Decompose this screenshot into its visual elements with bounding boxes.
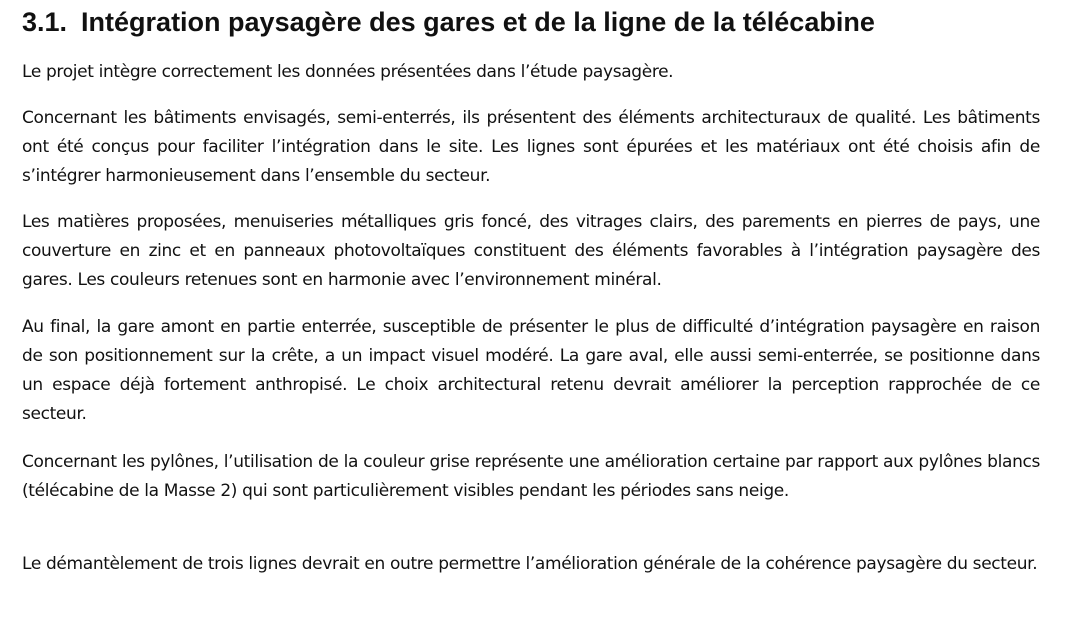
section-title-text: Intégration paysagère des gares et de la ligne de la télécabine	[81, 7, 875, 37]
paragraph-dismantling: Le démantèlement de trois lignes devrait en outre permettre l’amélioration générale de la cohérence paysagère du secteur.	[22, 554, 1038, 574]
paragraph-pylons: Concernant les pylônes, l’utilisation de la couleur grise représente une amélioration certaine par rapport aux pylônes blancs (télécabine de la Masse 2) qui sont particulièrement visibles pendant les périodes sans neige.	[22, 452, 1040, 501]
section-number: 3.1.	[22, 7, 68, 37]
paragraph-stations: Au final, la gare amont en partie enterrée, susceptible de présenter le plus de difficulté d’intégration paysagère en raison de son positionnement sur la crête, a un impact visuel modéré. La gare aval, elle aussi semi-enterrée, se positionne dans un espace déjà fortement anthropisé. Le choix architectural retenu devrait améliorer la perception rapprochée de ce secteur.	[22, 317, 1040, 424]
paragraph-buildings: Concernant les bâtiments envisagés, semi-enterrés, ils présentent des éléments architecturaux de qualité. Les bâtiments ont été conçus pour faciliter l’intégration dans le site. Les lignes sont épurées et les matériaux ont été choisis afin de s’intégrer harmonieusement dans l’ensemble du secteur.	[22, 108, 1040, 186]
paragraph-intro: Le projet intègre correctement les données présentées dans l’étude paysagère.	[22, 62, 674, 82]
section-heading	[22, 4, 1072, 40]
paragraph-materials: Les matières proposées, menuiseries métalliques gris foncé, des vitrages clairs, des parements en pierres de pays, une couverture en zinc et en panneaux photovoltaïques constituent des éléments favorables à l’intégration paysagère des gares. Les couleurs retenues sont en harmonie avec l’environnement minéral.	[22, 212, 1040, 290]
